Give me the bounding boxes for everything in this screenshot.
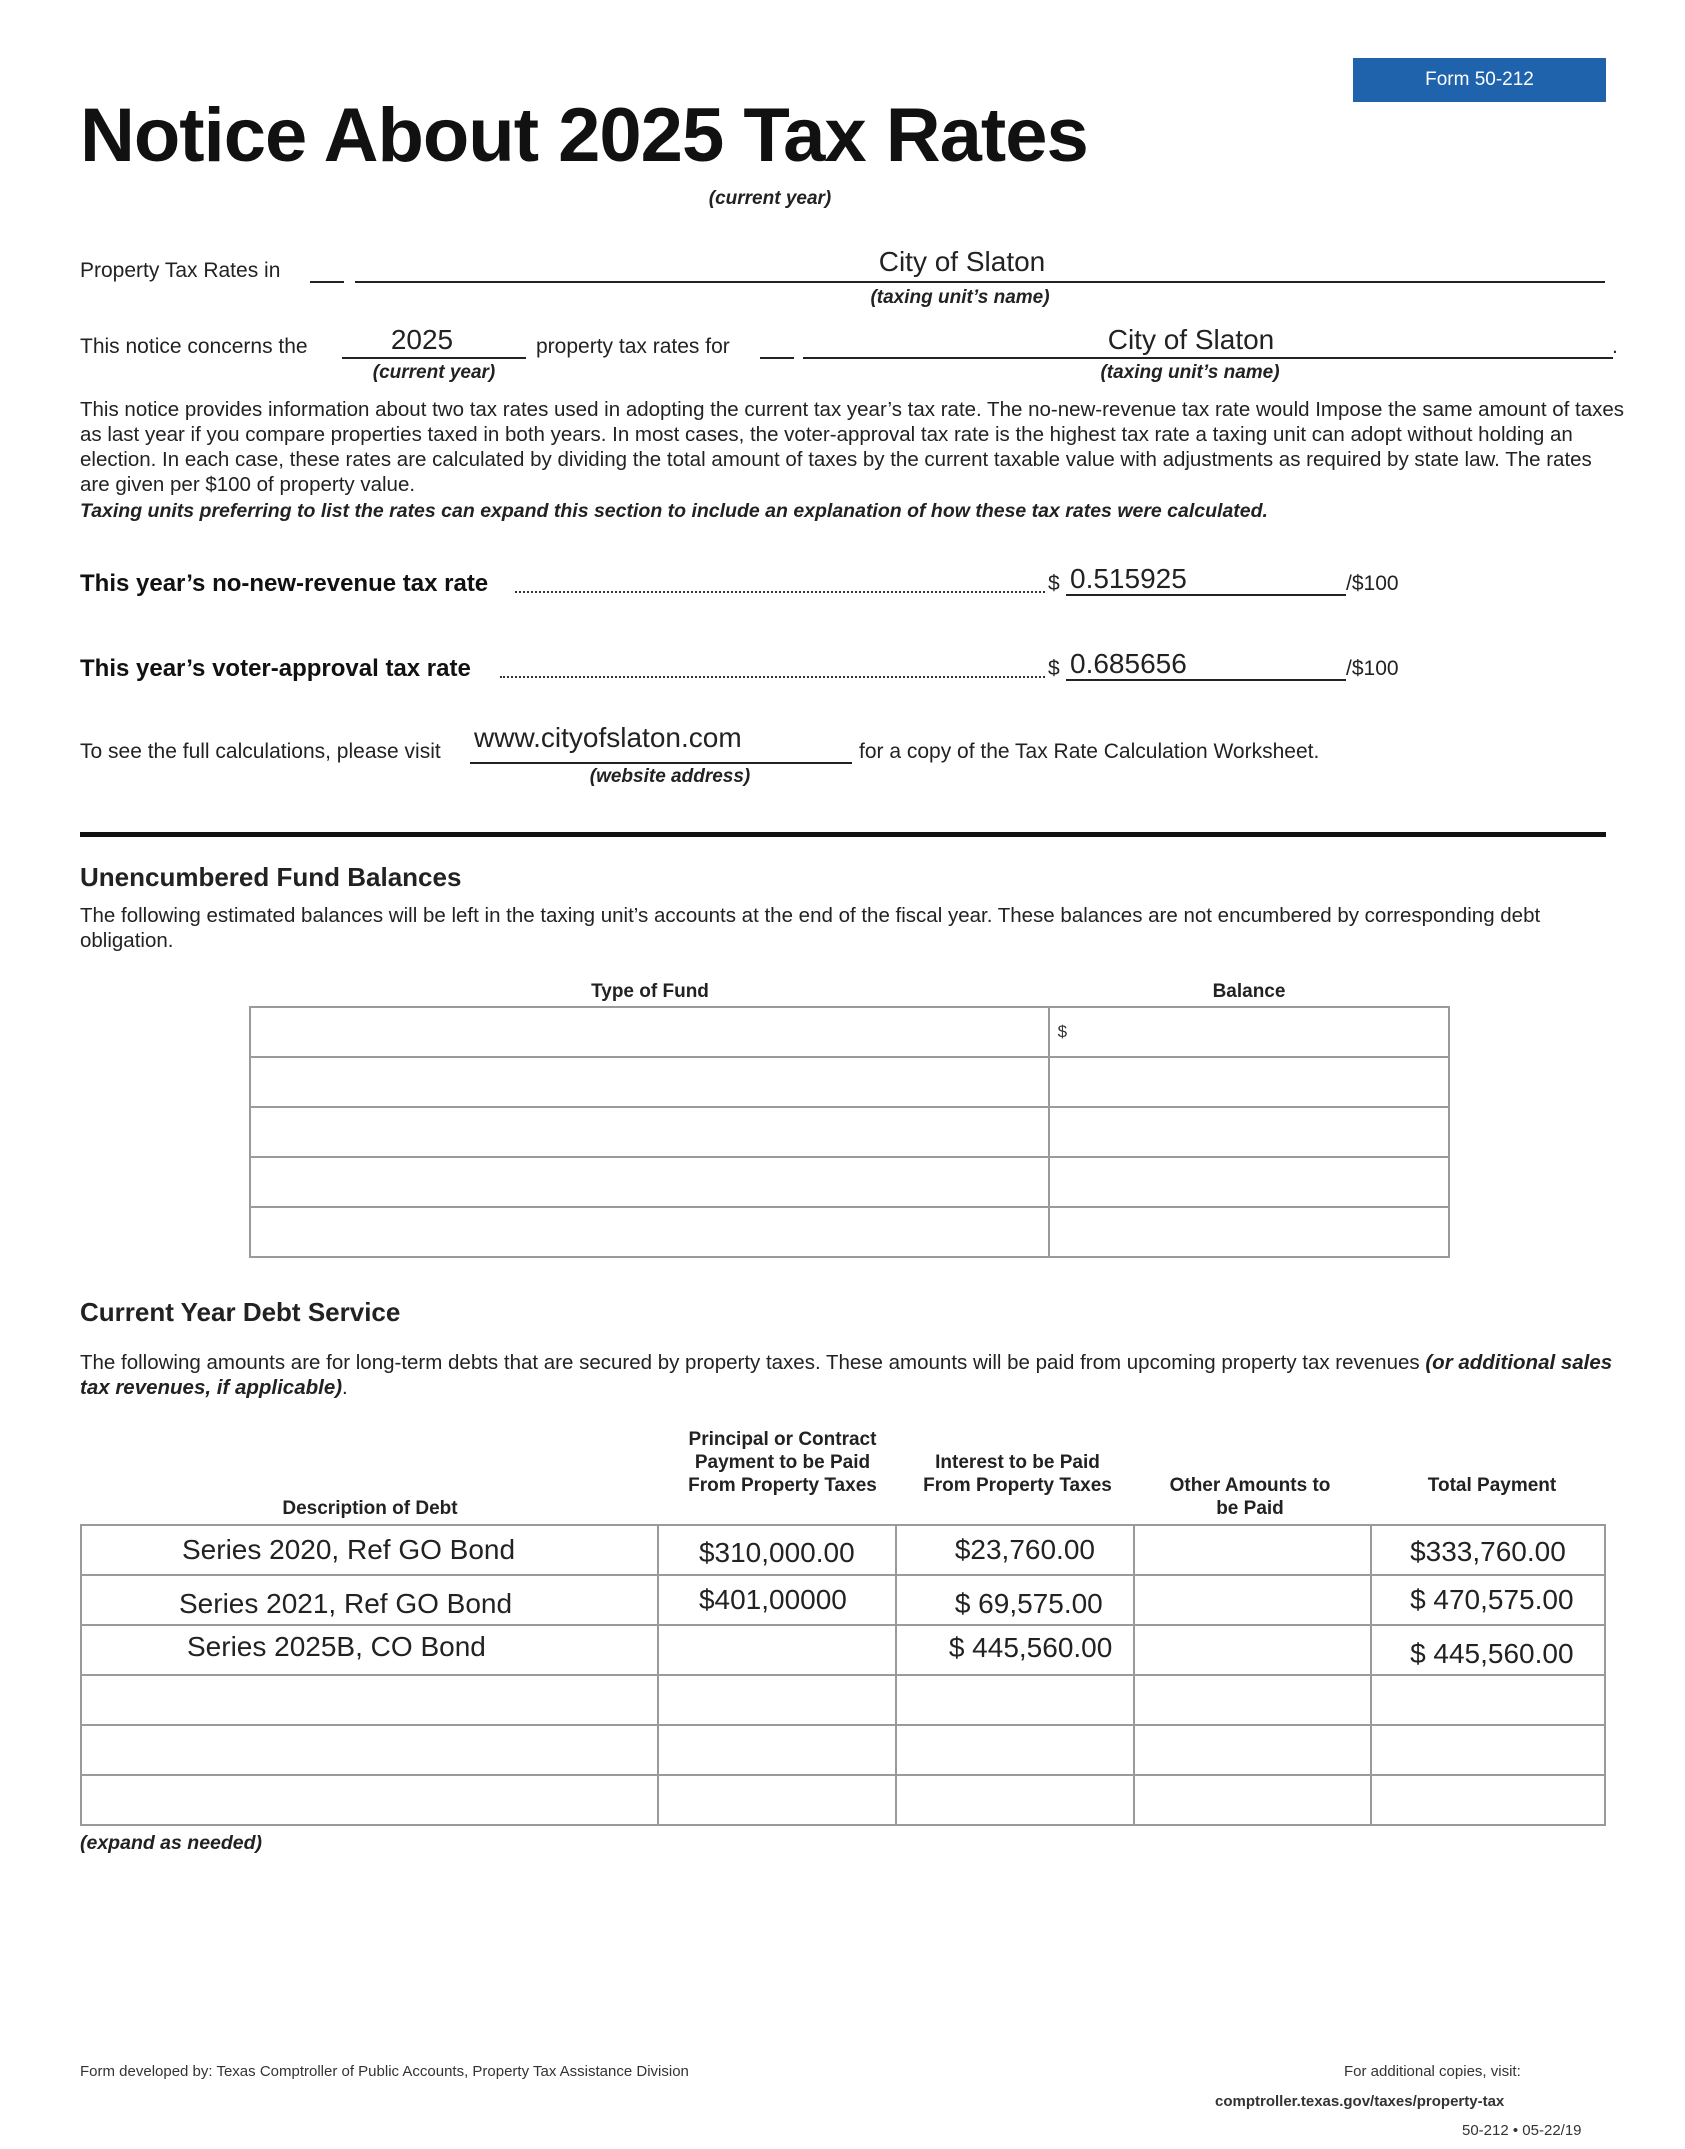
- debt-interest-cell[interactable]: [896, 1525, 1134, 1575]
- table-row: [81, 1575, 1605, 1625]
- debt-principal-cell[interactable]: [658, 1625, 896, 1675]
- fund-balance-cell[interactable]: [1049, 1157, 1449, 1207]
- website-caption: (website address): [589, 766, 751, 787]
- table-row: [81, 1525, 1605, 1575]
- title-year-caption: (current year): [708, 188, 832, 209]
- debt-total-cell[interactable]: [1371, 1625, 1605, 1675]
- fund-balance-cell[interactable]: [1049, 1007, 1449, 1057]
- debt-description-end: .: [342, 1376, 348, 1399]
- notice-year-caption: (current year): [372, 362, 496, 383]
- debt-interest-value: $ 445,560.00: [948, 1632, 1113, 1663]
- fund-balance-cell[interactable]: [1049, 1107, 1449, 1157]
- no-new-revenue-rate-value[interactable]: 0.515925: [1070, 563, 1187, 594]
- taxing-unit-underline-2: [803, 357, 1613, 359]
- intro-paragraph: This notice provides information about two tax rates used in adopting the current tax year’s tax rate. The no-new-revenue tax rate would Impose the same amount of taxes as last year if you compare properties taxed in both years. In most cases, the voter-approval tax rate is the highest tax rate a taxing unit can adopt without holding an election. In each case, these rates are calculated by dividing the total amount of taxes by the current taxable value with adjustments as required by state law. The rates are given per $100 of property value.: [80, 398, 1625, 496]
- fund-type-cell[interactable]: [250, 1157, 1049, 1207]
- debt-col-other-header: Other Amounts to be Paid: [1169, 1475, 1331, 1519]
- debt-other-cell[interactable]: [1134, 1775, 1371, 1825]
- debt-description-value: Series 2021, Ref GO Bond: [179, 1588, 513, 1619]
- debt-interest-cell[interactable]: [896, 1775, 1134, 1825]
- page-title: Notice About 2025 Tax Rates: [80, 93, 1088, 178]
- table-row: [250, 1207, 1449, 1257]
- debt-description-cell[interactable]: [81, 1725, 658, 1775]
- blank-underline: [310, 281, 344, 283]
- rates-for-label: property tax rates for: [536, 335, 730, 358]
- rate-unit: /$100: [1346, 657, 1399, 680]
- fund-balance-cell[interactable]: [1049, 1207, 1449, 1257]
- voter-approval-rate-value[interactable]: 0.685656: [1070, 648, 1187, 679]
- fund-col-balance-header: Balance: [1212, 981, 1286, 1002]
- table-row: [250, 1057, 1449, 1107]
- debt-other-cell[interactable]: [1134, 1625, 1371, 1675]
- table-row: [250, 1007, 1449, 1057]
- debt-total-cell[interactable]: [1371, 1725, 1605, 1775]
- debt-principal-cell[interactable]: [658, 1725, 896, 1775]
- fund-balance-cell[interactable]: [1049, 1057, 1449, 1107]
- dollar-sign: $: [1048, 572, 1060, 595]
- debt-interest-cell[interactable]: [896, 1625, 1134, 1675]
- website-underline: [470, 762, 852, 764]
- debt-total-cell[interactable]: [1371, 1675, 1605, 1725]
- fund-type-cell[interactable]: [250, 1207, 1049, 1257]
- debt-col-interest-header: Interest to be Paid From Property Taxes: [923, 1452, 1112, 1496]
- debt-description-italic: (or additional sales tax revenues, if applicable): [80, 1351, 1613, 1399]
- taxing-unit-underline-1: [355, 281, 1605, 283]
- debt-description-cell[interactable]: [81, 1625, 658, 1675]
- debt-principal-cell[interactable]: [658, 1775, 896, 1825]
- debt-description-cell[interactable]: [81, 1675, 658, 1725]
- debt-col-total-header: Total Payment: [1427, 1475, 1557, 1496]
- footer-copies-label: For additional copies, visit:: [1344, 2063, 1521, 2080]
- debt-description-text: The following amounts are for long-term debts that are secured by property taxes. These amounts will be paid from upcoming property tax revenues: [80, 1351, 1426, 1374]
- rate-unit: /$100: [1346, 572, 1399, 595]
- debt-interest-cell[interactable]: [896, 1725, 1134, 1775]
- fund-table: [249, 1006, 1450, 1258]
- debt-interest-cell[interactable]: [896, 1675, 1134, 1725]
- debt-principal-cell[interactable]: [658, 1675, 896, 1725]
- taxing-unit-caption-2: (taxing unit’s name): [1100, 362, 1280, 383]
- expand-note: (expand as needed): [80, 1832, 263, 1854]
- debt-total-cell[interactable]: [1371, 1775, 1605, 1825]
- debt-description-value: Series 2020, Ref GO Bond: [182, 1534, 516, 1565]
- leader-dots: [500, 676, 1045, 678]
- section-divider: [80, 832, 1606, 837]
- footer-developed-by: Form developed by: Texas Comptroller of Public Accounts, Property Tax Assistance Division: [80, 2063, 689, 2080]
- footer-form-code: 50-212 • 05-22/19: [1462, 2122, 1582, 2139]
- debt-total-value: $333,760.00: [1410, 1536, 1566, 1567]
- debt-description-value: Series 2025B, CO Bond: [187, 1631, 486, 1662]
- table-row: [81, 1725, 1605, 1775]
- taxing-unit-name-2[interactable]: City of Slaton: [1107, 324, 1275, 355]
- debt-other-cell[interactable]: [1134, 1575, 1371, 1625]
- leader-dots: [515, 591, 1045, 593]
- taxing-unit-caption-1: (taxing unit’s name): [870, 287, 1050, 308]
- balance-dollar-sign: $: [1057, 1022, 1068, 1041]
- no-new-revenue-rate-label: This year’s no-new-revenue tax rate: [80, 570, 489, 597]
- fund-type-cell[interactable]: [250, 1107, 1049, 1157]
- debt-other-cell[interactable]: [1134, 1725, 1371, 1775]
- debt-principal-cell[interactable]: [658, 1575, 896, 1625]
- debt-interest-value: $ 69,575.00: [954, 1588, 1103, 1619]
- debt-total-cell[interactable]: [1371, 1525, 1605, 1575]
- debt-principal-value: $401,00000: [698, 1584, 847, 1615]
- property-rates-label: Property Tax Rates in: [80, 259, 281, 282]
- debt-principal-value: $310,000.00: [698, 1537, 855, 1568]
- debt-description: [80, 1350, 1625, 1400]
- debt-description-cell[interactable]: [81, 1525, 658, 1575]
- fund-col-type-header: Type of Fund: [591, 981, 709, 1002]
- notice-year[interactable]: 2025: [390, 324, 454, 355]
- blank-underline-2: [760, 357, 794, 359]
- form-number-badge: Form 50-212: [1353, 58, 1606, 102]
- website-link[interactable]: www.cityofslaton.com: [474, 722, 742, 753]
- debt-interest-cell[interactable]: [896, 1575, 1134, 1625]
- debt-description-cell[interactable]: [81, 1575, 658, 1625]
- table-row: [81, 1675, 1605, 1725]
- notice-concerns-label: This notice concerns the: [80, 335, 308, 358]
- year-underline: [342, 357, 526, 359]
- calc-suffix: for a copy of the Tax Rate Calculation Worksheet.: [859, 740, 1320, 763]
- debt-col-principal-header: Principal or Contract Payment to be Paid From Property Taxes: [688, 1429, 877, 1496]
- dollar-sign: $: [1048, 657, 1060, 680]
- table-row: [81, 1775, 1605, 1825]
- table-row: [81, 1625, 1605, 1675]
- table-row: [250, 1157, 1449, 1207]
- debt-section-title: Current Year Debt Service: [80, 1297, 401, 1327]
- footer-copies-url[interactable]: comptroller.texas.gov/taxes/property-tax: [1215, 2093, 1505, 2110]
- debt-other-cell[interactable]: [1134, 1675, 1371, 1725]
- debt-total-value: $ 445,560.00: [1410, 1638, 1574, 1669]
- debt-col-description-header: Description of Debt: [282, 1498, 458, 1519]
- voter-approval-rate-label: This year’s voter-approval tax rate: [80, 655, 471, 682]
- calc-prefix: To see the full calculations, please visit: [80, 740, 441, 763]
- debt-description-cell[interactable]: [81, 1775, 658, 1825]
- debt-interest-value: $23,760.00: [954, 1534, 1095, 1565]
- debt-principal-cell[interactable]: [658, 1525, 896, 1575]
- debt-total-cell[interactable]: [1371, 1575, 1605, 1625]
- debt-total-value: $ 470,575.00: [1410, 1584, 1574, 1615]
- table-row: [250, 1107, 1449, 1157]
- debt-table: [80, 1524, 1606, 1826]
- fund-type-cell[interactable]: [250, 1057, 1049, 1107]
- fund-type-cell[interactable]: [250, 1007, 1049, 1057]
- debt-other-cell[interactable]: [1134, 1525, 1371, 1575]
- intro-note: Taxing units preferring to list the rates can expand this section to include an explanation of how these tax rates were calculated.: [80, 500, 1268, 522]
- fund-description: The following estimated balances will be left in the taxing unit’s accounts at the end of the fiscal year. These balances are not encumbered by corresponding debt obligation.: [80, 904, 1541, 952]
- fund-section-title: Unencumbered Fund Balances: [80, 862, 462, 892]
- taxing-unit-name-1[interactable]: City of Slaton: [878, 246, 1046, 277]
- sentence-period: .: [1612, 335, 1618, 358]
